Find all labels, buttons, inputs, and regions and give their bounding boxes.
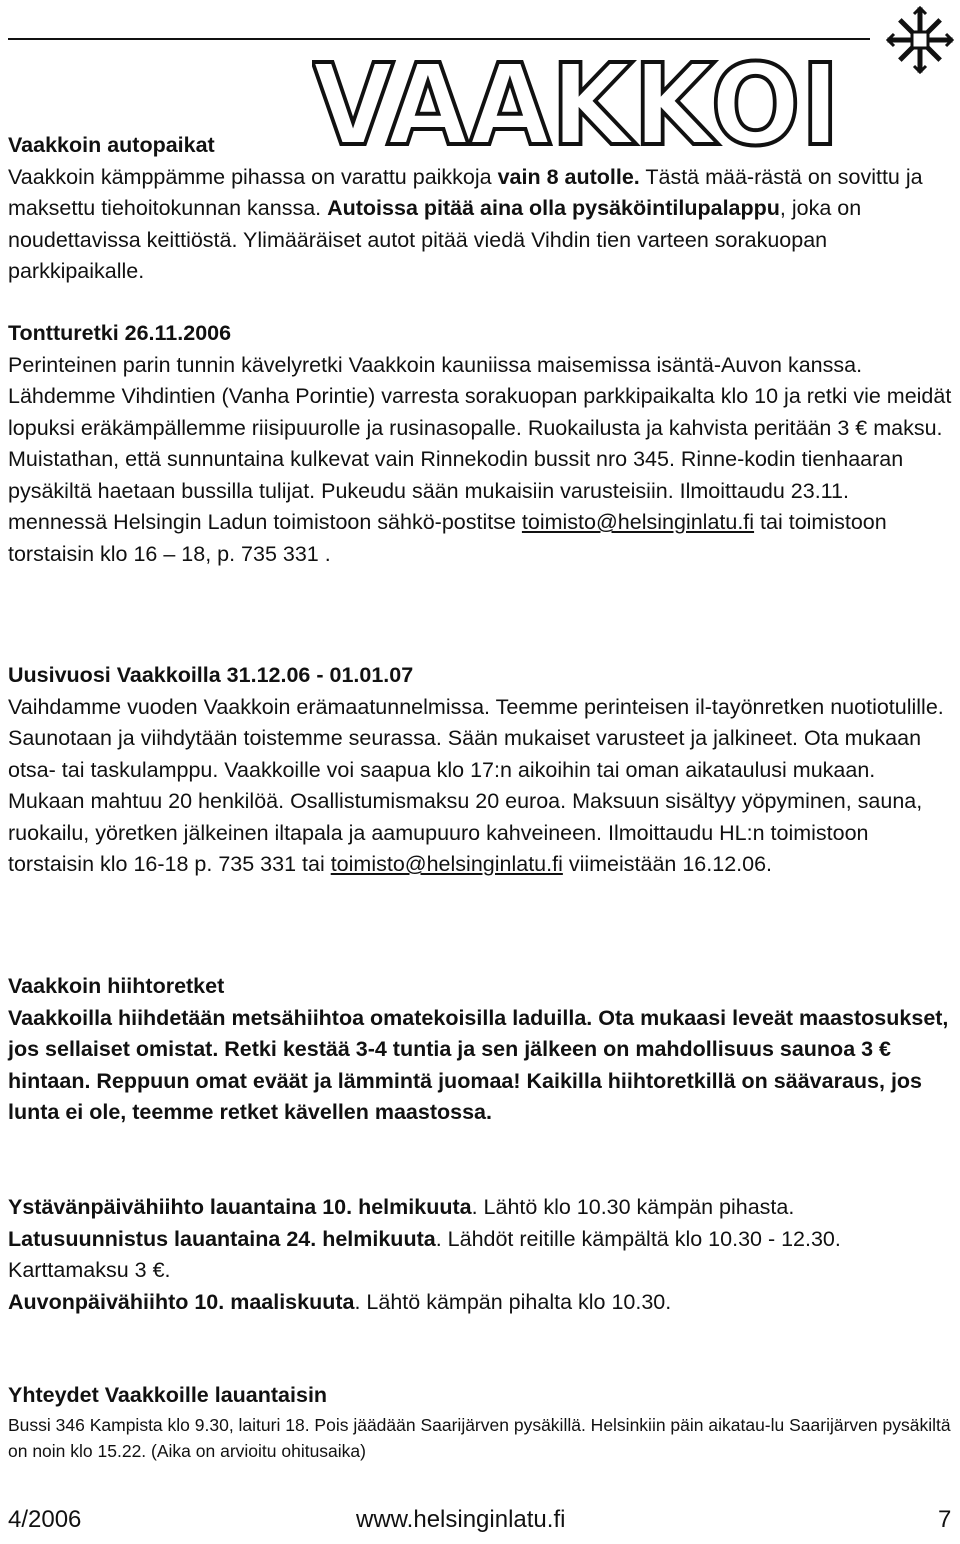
autopaikat-title: Vaakkoin autopaikat (8, 133, 215, 157)
section-events (8, 1192, 954, 1318)
section-tontturetki (8, 318, 954, 570)
snowflake-icon (884, 4, 956, 76)
section-yhteydet (8, 1380, 954, 1464)
body-text: , joka on noudettavissa keittiöstä. Ylimääräiset autot pitää viedä Vihdin tien varteen sorakuopan parkkipaikalle. (8, 196, 862, 283)
body-text: Tästä mää-rästä on sovittu ja maksettu tiehoitokunnan kanssa. (8, 164, 923, 220)
body-text: Vaihdamme vuoden Vaakkoin erämaatunnelmissa. Teemme perinteisen il-tayönretken nuotiotulille. Saunotaan ja viihdytään toistemme seurassa. Sään mukaiset varusteet ja jalkineet. Ota mukaan otsa- tai taskulamppu. Vaakkoille voi saapua klo 17:n aikoihin tai oman aikataulusi mukaan. Mukaan mahtuu 20 henkilöä. Osallistumismaksu 20 euroa. Maksuun sisältyy yöpyminen, sauna, ruokailu, yöretken jälkeinen iltapala ja aamupuuro kahveineen. Ilmoittaudu HL:n toimistoon torstaisin klo 16-18 p. 735 331 tai (8, 694, 944, 876)
hiihtoretket-title: Vaakkoin hiihtoretket (8, 974, 225, 998)
uusivuosi-body (8, 692, 954, 881)
logo-text: VAAKKOI (312, 52, 840, 152)
tontturetki-title: Tontturetki 26.11.2006 (8, 321, 232, 345)
body-text: tai toimistoon torstaisin klo 16 – 18, p. 735 331 . (8, 510, 887, 566)
event-title: Auvonpäivähiihto 10. maaliskuuta (8, 1289, 355, 1314)
event-item (8, 1287, 954, 1319)
yhteydet-title: Yhteydet Vaakkoille lauantaisin (8, 1383, 328, 1407)
event-item (8, 1192, 954, 1224)
event-text: . Lähtö kämpän pihalta klo 10.30. (354, 1289, 672, 1314)
section-uusivuosi (8, 660, 954, 881)
footer-issue: 4/2006 (8, 1506, 82, 1533)
body-bold: Autoissa pitää aina olla pysäköintilupalappu (327, 196, 780, 220)
hiihtoretket-body: Vaakkoilla hiihdetään metsähiihtoa omatekoisilla laduilla. Ota mukaasi leveät maastosukset, jos sellaiset omistat. Retki kestää 3-4 tuntia ja sen jälkeen on mahdollisuus saunoa 3 € hintaan. Reppuun omat eväät ja lämmintä juomaa! Kaikilla hiihtoretkillä on säävaraus, jos lunta ei ole, teemme retket kävellen maastossa. (8, 1005, 949, 1124)
event-title: Latusuunnistus lauantaina 24. helmikuuta (8, 1226, 436, 1251)
event-text: . Lähtö klo 10.30 kämpän pihasta. (471, 1195, 795, 1219)
section-autopaikat (8, 130, 954, 288)
body-bold: vain 8 autolle. (497, 164, 640, 189)
event-item (8, 1224, 954, 1287)
footer-website: www.helsinginlatu.fi (356, 1506, 566, 1533)
body-text: viimeistään 16.12.06. (562, 852, 773, 876)
section-hiihtoretket (8, 971, 954, 1129)
body-text: Perinteinen parin tunnin kävelyretki Vaakkoin kauniissa maisemissa isäntä-Auvon kanssa. Lähdemme Vihdintien (Vanha Porintie) varresta sorakuopan parkkipaikalta klo 10 ja retki vie meidät lopuksi eräkämpällemme riisipuurolle ja rusinasopalle. Ruokailusta ja kahvista peritään 3 € maksu. Muistathan, että sunnuntaina kulkevat vain Rinnekodin bussit nro 345. Rinne-kodin tienhaaran pysäkiltä haetaan bussilla tulijat. Pukeudu sään mukaisiin varusteisiin. Ilmoittaudu 23.11. mennessä Helsingin Ladun toimistoon sähkö-postitse (8, 352, 952, 534)
email-link[interactable]: toimisto@helsinginlatu.fi (521, 510, 755, 534)
event-title: Ystävänpäivähiihto lauantaina 10. helmikuuta (8, 1195, 472, 1219)
email-link[interactable]: toimisto@helsinginlatu.fi (330, 852, 563, 876)
autopaikat-body (8, 162, 954, 288)
footer-page-number: 7 (938, 1506, 952, 1533)
yhteydet-body: Bussi 346 Kampista klo 9.30, laituri 18. Pois jäädään Saarijärven pysäkillä. Helsinkiin päin aikatau-lu Saarijärven pysäkiltä on noin klo 15.22. (Aika on arvioitu ohitusaika) (8, 1414, 951, 1461)
tontturetki-body (8, 350, 954, 571)
event-text: . Lähdöt reitille kämpältä klo 10.30 - 12.30. Karttamaksu 3 €. (8, 1226, 841, 1282)
body-text: Vaakkoin kämppämme pihassa on varattu paikkoja (8, 164, 498, 189)
top-rule (8, 38, 870, 40)
uusivuosi-title: Uusivuosi Vaakkoilla 31.12.06 - 01.01.07 (8, 663, 414, 687)
